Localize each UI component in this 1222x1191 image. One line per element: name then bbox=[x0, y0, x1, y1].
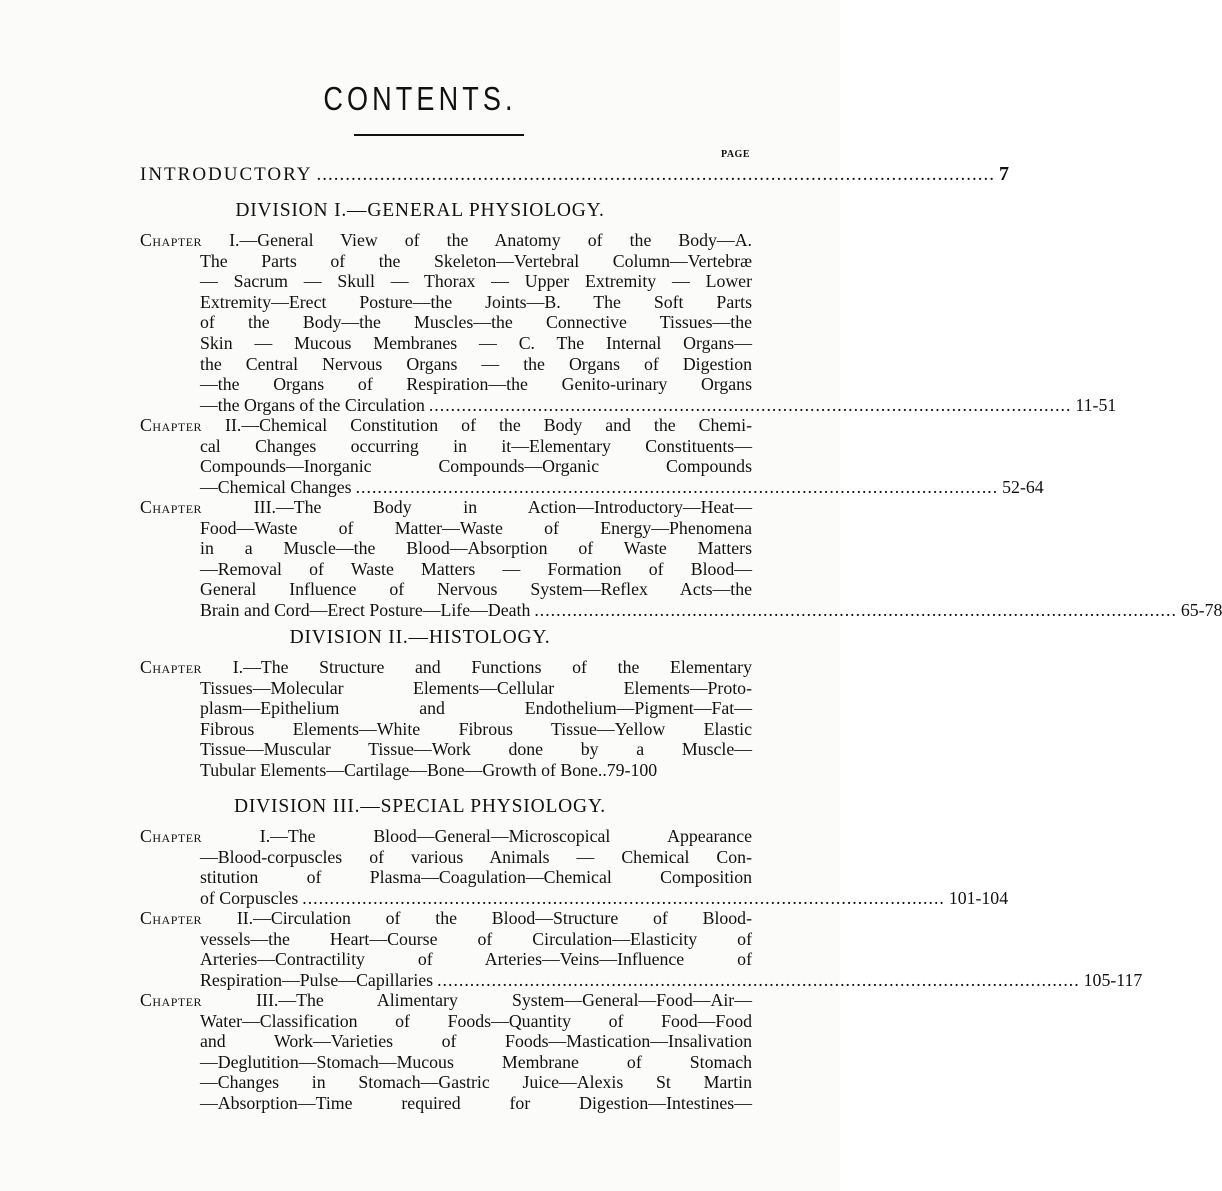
chapter-pages: 52-64 bbox=[1002, 476, 1044, 497]
leader-dots: ...................................................................................................................... bbox=[437, 969, 1080, 990]
chapter-last-line: Brain and Cord—Erect Posture—Life—Death bbox=[200, 599, 531, 620]
chapter-line: Food—Waste of Matter—Waste of Energy—Phenomena bbox=[200, 517, 752, 538]
chapter-entry[interactable] bbox=[140, 415, 1044, 497]
page-column-label: PAGE bbox=[720, 149, 750, 160]
chapter-line: Tissue—Muscular Tissue—Work done by a Muscle— bbox=[200, 739, 752, 760]
division-heading: DIVISION II.—HISTOLOGY. bbox=[289, 627, 551, 648]
chapter-line: Skin — Mucous Membranes — C. The Internal Organs— bbox=[200, 332, 752, 353]
chapter-first-line: II.—Circulation of the Blood—Structure of Blood- bbox=[202, 908, 752, 928]
page-title: CONTENTS. bbox=[323, 80, 517, 117]
leader-dots: ...................................................................................................................... bbox=[302, 887, 945, 908]
chapter-first-line: II.—Chemical Constitution of the Body and the Chemi- bbox=[202, 415, 752, 435]
leader-dots: ...................................................................................................................... bbox=[428, 394, 1072, 415]
chapter-line: Tissues—Molecular Elements—Cellular Elements—Proto- bbox=[200, 677, 752, 698]
leader-dots: ...................................................................................................................... bbox=[316, 164, 995, 185]
chapter-last-line: —the Organs of the Circulation bbox=[200, 394, 425, 415]
chapter-label: Chapter bbox=[140, 908, 203, 928]
chapter-last-line: —Chemical Changes bbox=[200, 476, 352, 497]
introductory-label: INTRODUCTORY bbox=[140, 164, 313, 185]
chapter-pages: 101-104 bbox=[948, 887, 1009, 908]
chapter-line: —Deglutition—Stomach—Mucous Membrane of Stomach bbox=[200, 1051, 752, 1072]
chapter-label: Chapter bbox=[140, 415, 203, 435]
chapter-line: — Sacrum — Skull — Thorax — Upper Extremity — Lower bbox=[200, 271, 752, 292]
chapter-line: vessels—the Heart—Course of Circulation—Elasticity of bbox=[200, 928, 752, 949]
chapter-line: Fibrous Elements—White Fibrous Tissue—Yellow Elastic bbox=[200, 718, 752, 739]
leader-dots: ...................................................................................................................... bbox=[355, 476, 999, 497]
chapter-first-line: I.—The Blood—General—Microscopical Appearance bbox=[202, 826, 752, 846]
chapter-last-line: of Corpuscles bbox=[200, 887, 299, 908]
chapter-first-line: I.—The Structure and Functions of the Elementary bbox=[202, 657, 752, 677]
chapter-entry[interactable] bbox=[140, 990, 752, 1114]
chapter-entry[interactable] bbox=[140, 657, 752, 781]
chapter-entry[interactable] bbox=[140, 826, 1009, 908]
chapter-label: Chapter bbox=[140, 230, 203, 250]
chapter-last-line: Respiration—Pulse—Capillaries bbox=[200, 969, 434, 990]
chapter-pages: 79-100 bbox=[606, 759, 658, 780]
leader-dots: ...................................................................................................................... bbox=[534, 599, 1177, 620]
chapter-label: Chapter bbox=[140, 497, 203, 517]
chapter-line: —Removal of Waste Matters — Formation of Blood— bbox=[200, 558, 752, 579]
chapter-line: —the Organs of Respiration—the Genito-urinary Organs bbox=[200, 374, 752, 395]
division-heading: DIVISION I.—GENERAL PHYSIOLOGY. bbox=[235, 200, 605, 221]
chapter-line: plasm—Epithelium and Endothelium—Pigment—Fat— bbox=[200, 698, 752, 719]
division-heading: DIVISION III.—SPECIAL PHYSIOLOGY. bbox=[234, 796, 606, 817]
chapter-line: stitution of Plasma—Coagulation—Chemical Composition bbox=[200, 867, 752, 888]
title-rule bbox=[354, 134, 524, 136]
chapter-label: Chapter bbox=[140, 657, 203, 677]
chapter-line: cal Changes occurring in it—Elementary Constituents— bbox=[200, 435, 752, 456]
chapter-line: General Influence of Nervous System—Reflex Acts—the bbox=[200, 579, 752, 600]
chapter-pages: 65-78 bbox=[1180, 599, 1222, 620]
chapter-first-line: III.—The Alimentary System—General—Food—Air— bbox=[202, 990, 752, 1010]
chapter-line: and Work—Varieties of Foods—Mastication—Insalivation bbox=[200, 1031, 752, 1052]
chapter-label: Chapter bbox=[140, 990, 203, 1010]
chapter-entry[interactable] bbox=[140, 908, 1143, 990]
chapter-pages: 105-117 bbox=[1083, 969, 1143, 990]
chapter-line: The Parts of the Skeleton—Vertebral Column—Vertebræ bbox=[200, 250, 752, 271]
chapter-line: the Central Nervous Organs — the Organs of Digestion bbox=[200, 353, 752, 374]
chapter-line: Arteries—Contractility of Arteries—Veins—Influence of bbox=[200, 949, 752, 970]
chapter-label: Chapter bbox=[140, 826, 203, 846]
chapter-first-line: I.—General View of the Anatomy of the Body—A. bbox=[202, 230, 752, 250]
chapter-entry[interactable] bbox=[140, 497, 1222, 621]
introductory-entry[interactable] bbox=[140, 163, 1009, 187]
chapter-line: Compounds—Inorganic Compounds—Organic Compounds bbox=[200, 456, 752, 477]
chapter-line: Extremity—Erect Posture—the Joints—B. The Soft Parts bbox=[200, 291, 752, 312]
chapter-entry[interactable] bbox=[140, 230, 1117, 415]
chapter-line: —Blood-corpuscles of various Animals — Chemical Con- bbox=[200, 846, 752, 867]
introductory-page: 7 bbox=[999, 163, 1009, 185]
chapter-line: —Absorption—Time required for Digestion—Intestines— bbox=[200, 1092, 752, 1113]
chapter-pages: 11-51 bbox=[1075, 394, 1117, 415]
chapter-line: —Changes in Stomach—Gastric Juice—Alexis St Martin bbox=[200, 1072, 752, 1093]
chapter-line: of the Body—the Muscles—the Connective Tissues—the bbox=[200, 312, 752, 333]
chapter-line: Water—Classification of Foods—Quantity of Food—Food bbox=[200, 1010, 752, 1031]
chapter-line: in a Muscle—the Blood—Absorption of Waste Matters bbox=[200, 538, 752, 559]
chapter-last-line: Tubular Elements—Cartilage—Bone—Growth of Bone.. bbox=[200, 759, 607, 780]
chapter-first-line: III.—The Body in Action—Introductory—Heat— bbox=[202, 497, 752, 517]
